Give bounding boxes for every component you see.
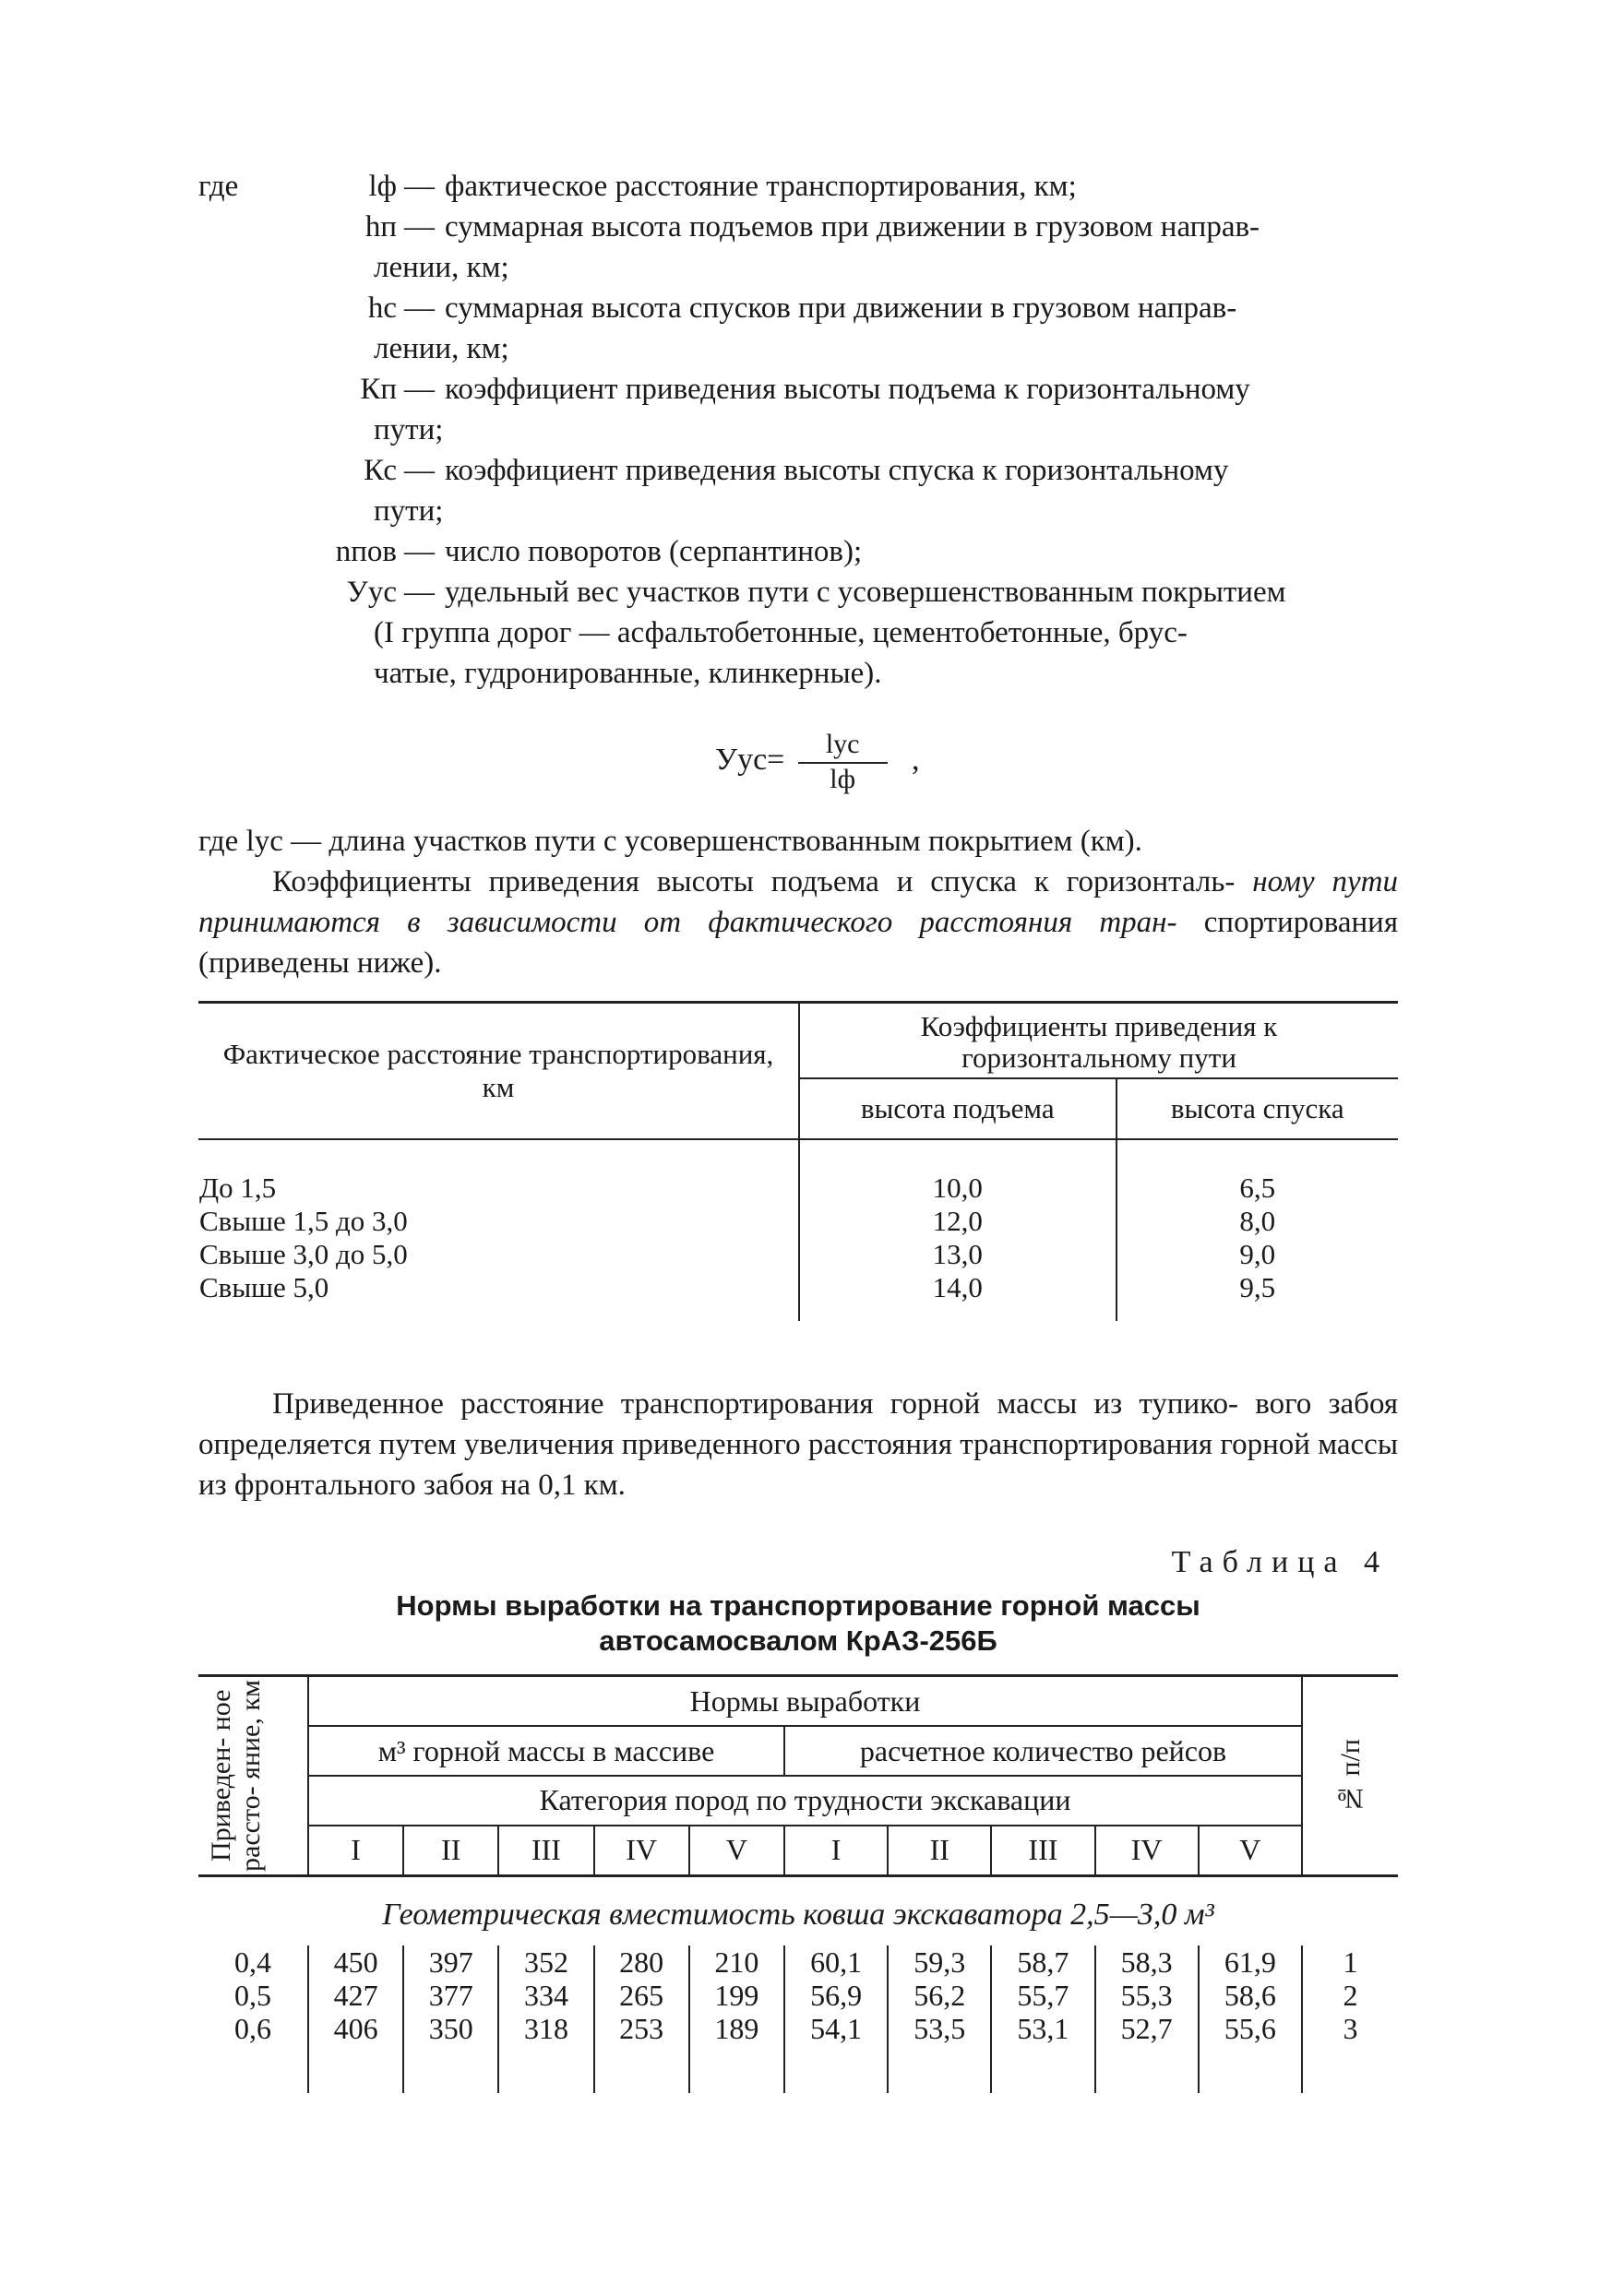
table2-cell: 318 <box>523 2012 568 2045</box>
table2-cell: 61,9 <box>1224 1945 1276 1979</box>
table1-group-header: Коэффициенты приведения к горизонтальному пути <box>799 1003 1398 1079</box>
table2-cell: 1 <box>1343 1945 1358 1979</box>
paragraph-1 <box>198 862 1398 983</box>
definition-dash: — <box>404 373 435 406</box>
paragraph-2: Приведенное расстояние транспортирования горной массы из тупико- вого забоя определяется путем увеличения приведенного расстояния транспортирования горной массы из фронтального забоя на 0,1 км. <box>198 1387 1398 1502</box>
paragraph-1-line-1: Коэффициенты приведения высоты подъема и спуска к горизонталь- <box>272 865 1236 898</box>
table2-cell: 3 <box>1343 2012 1358 2045</box>
table2-data-column <box>1302 1945 1398 2093</box>
definition-text: фактическое расстояние транспортирования, км; <box>445 170 1077 203</box>
table1-sub-header-1: высота подъема <box>799 1078 1116 1139</box>
table2-data-column <box>888 1945 991 2093</box>
paragraph-1-line-2: ному пути принимаются в зависимости от фактического расстояния тран- <box>198 865 1398 939</box>
table2-cell: 265 <box>619 1979 664 2012</box>
definition-row <box>198 166 1398 207</box>
definition-where <box>198 288 286 328</box>
table2-cell: 189 <box>714 2012 759 2045</box>
table2-cell: 55,6 <box>1224 2012 1276 2045</box>
table2-cell: 352 <box>523 1945 568 1979</box>
table2-category-cell: V <box>689 1826 784 1876</box>
table2-cell: 406 <box>333 2012 378 2045</box>
table2-cell: 210 <box>714 1945 759 1979</box>
definition-text: коэффициент приведения высоты подъема к горизонтальному <box>445 373 1250 406</box>
table2-category-cell: I <box>308 1826 403 1876</box>
table2-cell: 56,9 <box>810 1979 863 2012</box>
table2-category-cell: II <box>403 1826 498 1876</box>
table2-data-column <box>594 1945 689 2093</box>
definition-where <box>198 450 286 491</box>
table1-cell: 14,0 <box>932 1271 983 1303</box>
table1-col1-values <box>198 1139 799 1321</box>
table1-col1-header: Фактическое расстояние транспортирования, км <box>198 1003 799 1140</box>
table1-cell: Свыше 1,5 до 3,0 <box>199 1205 408 1237</box>
table2-category-cell: III <box>498 1826 593 1876</box>
definition-continuation: (I группа дорог — асфальтобетонные, цементобетонные, брус- <box>374 616 1188 649</box>
table2-cell: 56,2 <box>914 1979 966 2012</box>
text-block <box>198 821 1398 983</box>
definition-row <box>198 369 1398 410</box>
definition-dash: — <box>404 535 435 568</box>
table2-data-column <box>308 1945 403 2093</box>
table2-cell: 58,3 <box>1120 1945 1173 1979</box>
definition-where <box>198 531 286 572</box>
where-clause: где lус — длина участков пути с усовершенствованным покрытием (км). <box>198 825 1142 858</box>
table2-cell: 0,4 <box>234 1945 271 1979</box>
table2-cell: 0,6 <box>234 2012 271 2045</box>
table1-col2-values <box>799 1139 1116 1321</box>
table2-data-column <box>403 1945 498 2093</box>
table2-data-column <box>498 1945 593 2093</box>
definition-row <box>198 531 1398 572</box>
table2-data-column <box>198 1945 308 2093</box>
formula-lhs: Уус= <box>715 742 785 777</box>
table-number: Таблица 4 <box>1171 1545 1389 1579</box>
definition-where <box>198 207 286 247</box>
definition-text: суммарная высота подъемов при движении в грузовом направ- <box>445 210 1260 244</box>
definitions-list <box>198 166 1398 694</box>
table2-no-header <box>1302 1676 1398 1876</box>
table2-cell: 427 <box>333 1979 378 2012</box>
table1-cell: 6,5 <box>1239 1172 1276 1204</box>
table2-cell: 58,7 <box>1017 1945 1069 1979</box>
definition-symbol: hс <box>367 291 397 325</box>
definition-continuation: лении, км; <box>374 251 509 284</box>
table-title-line-2: автосамосвалом КрАЗ-256Б <box>599 1624 997 1657</box>
table2-cell: 334 <box>523 1979 568 2012</box>
definition-row <box>198 207 1398 247</box>
table2-no-label: № п/п <box>1334 1738 1366 1814</box>
table2-data-column <box>689 1945 784 2093</box>
table2-data-column <box>991 1945 1094 2093</box>
table2-category-cell: II <box>888 1826 991 1876</box>
table2-distance-header <box>198 1676 308 1876</box>
definition-dash: — <box>404 454 435 487</box>
definition-symbol: Кс <box>364 454 397 487</box>
table2-cell: 52,7 <box>1120 2012 1173 2045</box>
table1-cell: 9,5 <box>1239 1271 1276 1303</box>
table2-cell: 53,1 <box>1017 2012 1069 2045</box>
table2-category-cell: IV <box>594 1826 689 1876</box>
table2-cell: 54,1 <box>810 2012 863 2045</box>
table2-cell: 450 <box>333 1945 378 1979</box>
table1-cell: 13,0 <box>932 1238 983 1270</box>
table2-cell: 55,7 <box>1017 1979 1069 2012</box>
definition-dash: — <box>404 576 435 609</box>
paragraph-1-line-3: спортирования (приведены ниже). <box>198 906 1399 980</box>
formula-fraction <box>798 729 888 795</box>
table1-cell: 12,0 <box>932 1205 983 1237</box>
formula-tail: , <box>912 742 920 777</box>
definition-symbol: lф <box>368 170 397 203</box>
table1-cell: 8,0 <box>1239 1205 1276 1237</box>
definition-text: суммарная высота спусков при движении в грузовом направ- <box>445 291 1237 325</box>
definition-symbol: Кп <box>360 373 397 406</box>
table2-cell: 253 <box>619 2012 664 2045</box>
definition-symbol: nпов <box>335 535 397 568</box>
formula-numerator: lус <box>798 729 888 764</box>
table1-cell: Свыше 5,0 <box>199 1271 329 1303</box>
table2-cell: 280 <box>619 1945 664 1979</box>
definition-symbol: Уус <box>346 576 397 609</box>
table2-trips-header: расчетное количество рейсов <box>784 1726 1302 1776</box>
definition-where: где <box>198 170 239 203</box>
definition-text: число поворотов (серпантинов); <box>445 535 863 568</box>
table2-cell: 0,5 <box>234 1979 271 2012</box>
table2-cell: 350 <box>428 2012 473 2045</box>
table2-cell: 377 <box>428 1979 473 2012</box>
table2-category-cell: I <box>784 1826 888 1876</box>
definition-where <box>198 572 286 613</box>
table2-data-column <box>1199 1945 1302 2093</box>
table2-norms-header: Нормы выработки <box>308 1676 1302 1727</box>
definition-dash: — <box>404 170 435 203</box>
table2-category-cell: IV <box>1095 1826 1199 1876</box>
definition-row <box>198 572 1398 613</box>
table2-cell: 59,3 <box>914 1945 966 1979</box>
norms-table <box>198 1674 1398 2093</box>
table2-cell: 58,6 <box>1224 1979 1276 2012</box>
table2-category-cell: III <box>991 1826 1094 1876</box>
table2-cell: 199 <box>714 1979 759 2012</box>
definition-continuation: пути; <box>374 494 444 528</box>
definition-continuation: чатые, гудронированные, клинкерные). <box>374 657 882 690</box>
table1-sub-header-2: высота спуска <box>1116 1078 1398 1139</box>
formula-denominator: lф <box>830 764 856 794</box>
formula <box>715 729 920 795</box>
table2-subheading: Геометрическая вместимость ковша экскаватора 2,5—3,0 м³ <box>382 1897 1214 1932</box>
definition-symbol: hп <box>364 210 397 244</box>
definition-continuation: лении, км; <box>374 332 509 365</box>
table2-cell: 53,5 <box>914 2012 966 2045</box>
table2-cell: 2 <box>1343 1979 1358 2012</box>
table2-data-column <box>784 1945 888 2093</box>
coefficients-table <box>198 1001 1398 1321</box>
table1-cell: 10,0 <box>932 1172 983 1204</box>
definition-row <box>198 450 1398 491</box>
table2-cell: 60,1 <box>810 1945 863 1979</box>
table1-col3-values <box>1116 1139 1398 1321</box>
table-title-line-1: Нормы выработки на транспортирование горной массы <box>396 1589 1200 1622</box>
definition-row <box>198 288 1398 328</box>
definition-dash: — <box>404 291 435 325</box>
definition-dash: — <box>404 210 435 244</box>
table2-distance-label: Приведен- ное рассто- яние, км <box>206 1680 266 1872</box>
table2-data-column <box>1095 1945 1199 2093</box>
table2-cell: 55,3 <box>1120 1979 1173 2012</box>
table2-category-header: Категория пород по трудности экскавации <box>308 1776 1302 1826</box>
table2-cell: 397 <box>428 1945 473 1979</box>
definition-continuation: пути; <box>374 413 444 446</box>
table1-cell: 9,0 <box>1239 1238 1276 1270</box>
definition-text: удельный вес участков пути с усовершенствованным покрытием <box>445 576 1286 609</box>
table-title <box>198 1588 1398 1659</box>
definition-text: коэффициент приведения высоты спуска к горизонтальному <box>445 454 1229 487</box>
table2-volume-header: м³ горной массы в массиве <box>308 1726 784 1776</box>
table1-cell: До 1,5 <box>199 1172 277 1204</box>
definition-where <box>198 369 286 410</box>
table2-category-cell: V <box>1199 1826 1302 1876</box>
table1-cell: Свыше 3,0 до 5,0 <box>199 1238 408 1270</box>
